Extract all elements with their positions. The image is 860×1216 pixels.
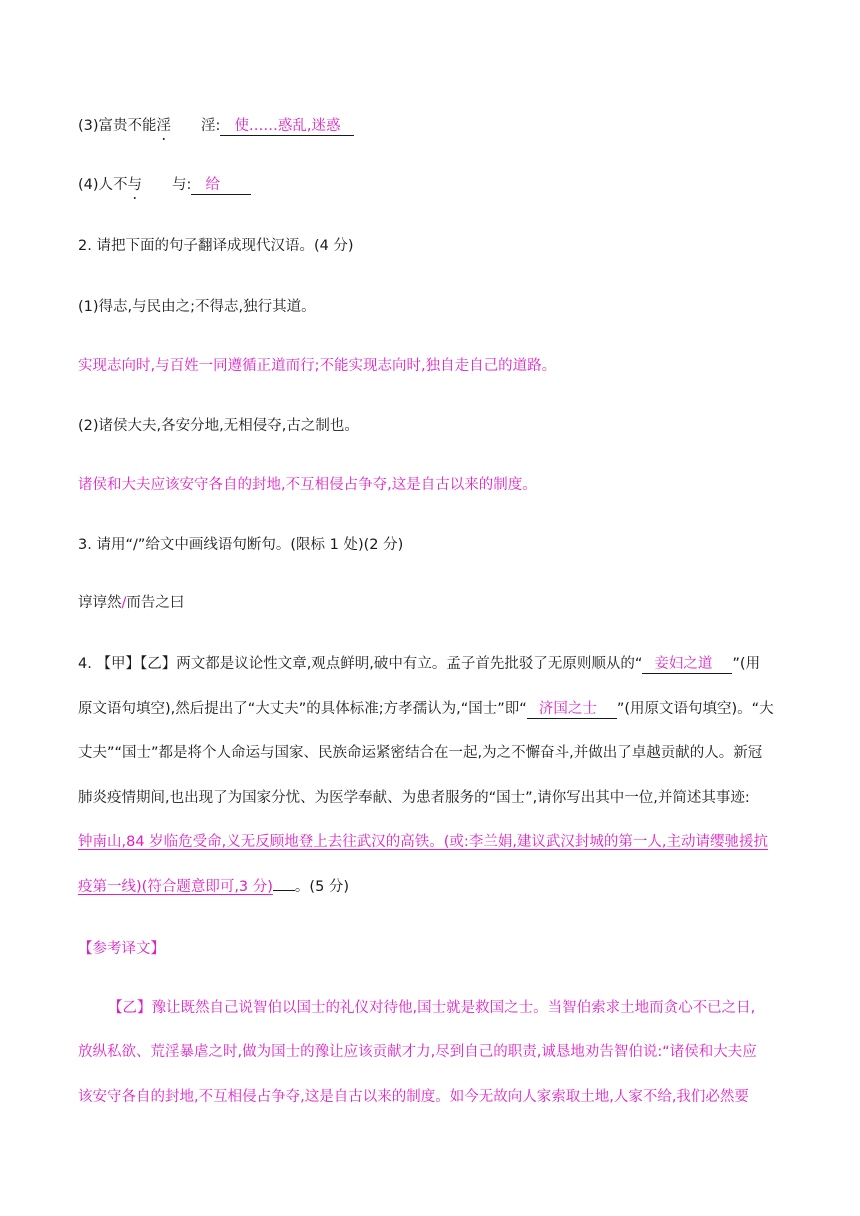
q4-blank-2-answer: 济国之士: [538, 701, 597, 717]
q4-line-4: 肺炎疫情期间,也出现了为国家分忧、为医学奉献、为患者服务的“国士”,请你写出其中一位,并简述其事迹:: [78, 790, 750, 806]
q2-sentence-1: (1)得志,与民由之;不得志,独行其道。: [78, 299, 316, 315]
q4-text: 4. 【甲】【乙】两文都是议论性文章,观点鲜明,破中有立。孟子首先批驳了无原则顺从的“: [78, 656, 643, 672]
q2-answer-1: 实现志向时,与百姓一同遵循正道而行;不能实现志向时,独自走自己的道路。: [78, 358, 557, 374]
q4-text: 原文语句填空),然后提出了“大丈夫”的具体标准;方孝孺认为,“国士”即“: [78, 701, 527, 717]
q3-answer-right: 而告之曰: [126, 595, 185, 611]
q2-sentence-2: (2)诸侯大夫,各安分地,无相侵夺,古之制也。: [78, 418, 359, 434]
dotted-char: 与: [127, 177, 143, 193]
reference-paragraph-3: 该安守各自的封地,不互相侵占争夺,这是自古以来的制度。如今无故向人家索取土地,人家不给,我们必然要: [78, 1089, 749, 1105]
q3-title: 3. 请用“/”给文中画线语句断句。(限标 1 处)(2 分): [78, 537, 404, 553]
q4-text: ”(用原文语句填空)。“大: [616, 701, 774, 717]
item4-prefix: (4)人不: [78, 177, 128, 193]
item4-answer: 给: [205, 177, 220, 193]
q4-line-3: 丈夫”“国士”都是将个人命运与国家、民族命运紧密结合在一起,为之不懈奋斗,并做出了卓越贡献的人。新冠: [78, 745, 763, 761]
q3-slash: /: [121, 595, 127, 611]
q2-answer-2: 诸侯和大夫应该安守各自的封地,不互相侵占争夺,这是自古以来的制度。: [78, 477, 537, 493]
q4-answer-tail: 疫第一线)(符合题意即可,3 分): [78, 879, 273, 895]
q3-answer-left: 谆谆然: [78, 595, 122, 611]
q1-item-3: [78, 116, 354, 136]
q3-answer: [78, 593, 184, 613]
q4-line-1: [78, 654, 760, 674]
item4-label: 与:: [172, 177, 192, 193]
q4-line-2: [78, 699, 774, 719]
dotted-char: 淫: [156, 118, 172, 134]
q4-answer-line-2: [78, 877, 349, 897]
q1-item-4: [78, 175, 251, 195]
item3-answer: 使……惑乱,迷惑: [234, 118, 341, 134]
q4-text: ”(用: [732, 656, 761, 672]
answer-blank: [191, 176, 251, 195]
reference-paragraph-2: 放纵私欲、荒淫暴虐之时,做为国士的豫让应该贡献才力,尽到自己的职责,诚恳地劝告智伯说:“诸侯和大夫应: [78, 1044, 757, 1060]
q4-blank-end: [273, 890, 295, 891]
item3-prefix: (3)富贵不能: [78, 118, 157, 134]
q4-score: 。(5 分): [294, 879, 350, 895]
q4-blank-2: [527, 700, 617, 719]
reference-paragraph-1: 【乙】豫让既然自己说智伯以国士的礼仪对待他,国士就是救国之士。当智伯索求土地而贪心不已之日,: [108, 1000, 756, 1016]
q4-answer-line-1: 钟南山,84 岁临危受命,义无反顾地登上去往武汉的高铁。(或:李兰娟,建议武汉封城的第一人,主动请缨驰援抗: [78, 834, 769, 850]
item3-label: 淫:: [201, 118, 221, 134]
q4-blank-1-answer: 妾妇之道: [654, 656, 713, 672]
q2-title: 2. 请把下面的句子翻译成现代汉语。(4 分): [78, 238, 354, 254]
reference-heading: 【参考译文】: [78, 941, 165, 957]
q4-blank-1: [642, 655, 732, 674]
answer-blank: [220, 117, 354, 136]
